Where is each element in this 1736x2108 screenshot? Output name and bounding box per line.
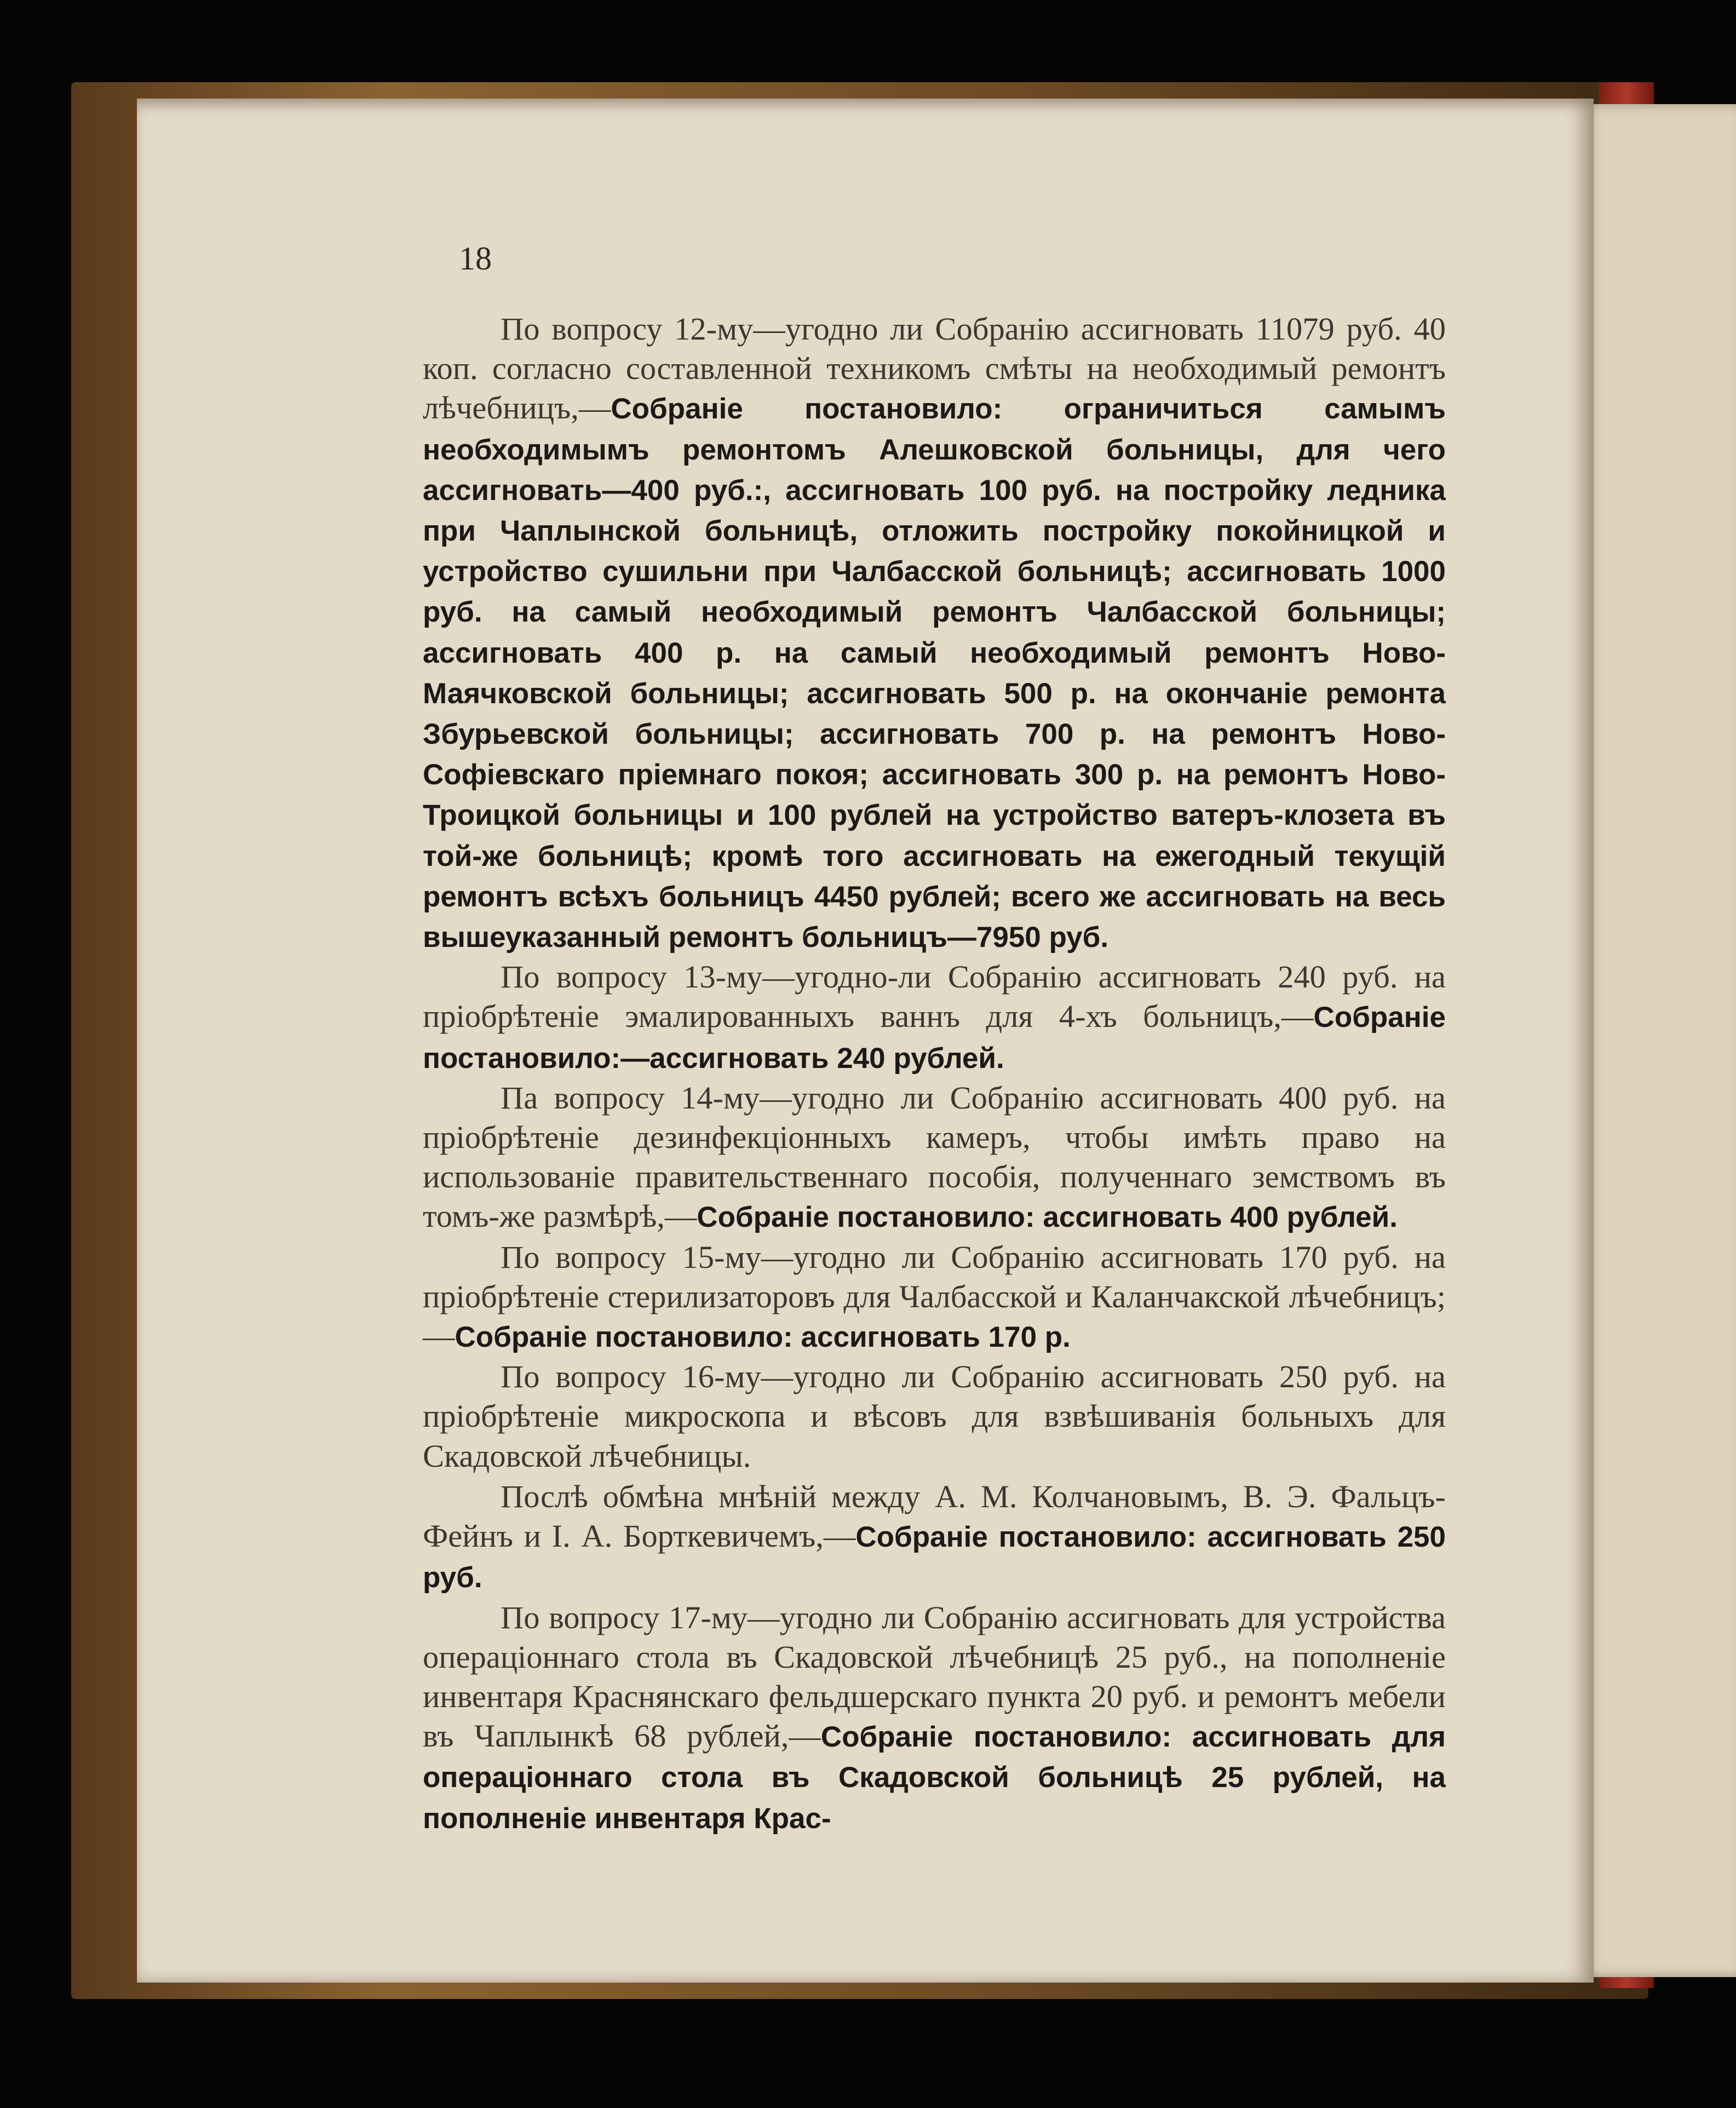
paragraph-question-15 — [423, 1238, 1446, 1358]
question-text: Послѣ обмѣна мнѣній между А. М. Колчановымъ, В. Э. Фальцъ-Фейнъ и I. А. Борткевичемъ,— — [423, 1478, 1446, 1554]
resolution-text: Собраніе постановило: ассигновать 400 рублей. — [697, 1201, 1398, 1234]
resolution-text: Собраніе постановило: ассигновать 250 руб. — [423, 1521, 1446, 1594]
resolution-text: Собраніе постановило: ассигновать для операціоннаго стола въ Скадовской больницѣ 25 рублей, на пополненіе инвентаря Крас- — [423, 1721, 1446, 1835]
question-text: По вопросу 17-му—угодно ли Собранію ассигновать для устройства операціоннаго стола въ Скадовской лѣчебницѣ 25 руб., на пополненіе инвентаря Краснянскаго фельдшерскаго пункта 20 руб. и ремонтъ мебели въ Чаплынкѣ 68 рублей,— — [423, 1599, 1446, 1754]
resolution-text: Собраніе постановило: ограничиться самымъ необходимымъ ремонтомъ Алешковской больницы, для чего ассигновать—400 руб.:, ассигновать 100 руб. на постройку ледника при Чаплынской больницѣ, отложить постройку покойницкой и устройство сушильни при Чалбасской больницѣ; ассигновать 1000 руб. на самый необходимый ремонтъ Чалбасской больницы; ассигновать 400 р. на самый необходимый ремонтъ Ново-Маячковской больницы; ассигновать 500 р. на окончаніе ремонта Збурьевской больницы; ассигновать 700 р. на ремонтъ Ново-Софіевскаго пріемнаго покоя; ассигновать 300 р. на ремонтъ Ново-Троицкой больницы и 100 рублей на устройство ватеръ-клозета въ той-же больницѣ; кромѣ того ассигновать на ежегодный текущій ремонтъ всѣхъ больницъ 4450 рублей; всего же ассигновать на весь вышеуказанный ремонтъ больницъ—7950 руб. — [423, 393, 1446, 954]
paragraph-question-14 — [423, 1078, 1446, 1238]
question-text: По вопросу 13-му—угодно-ли Собранію ассигновать 240 руб. на пріобрѣтеніе эмалированныхъ ваннъ для 4-хъ больницъ,— — [423, 959, 1446, 1035]
page-text — [423, 309, 1446, 1839]
paragraph-question-12 — [423, 309, 1446, 957]
paragraph-question-16 — [423, 1357, 1446, 1477]
facing-page-edge — [1583, 104, 1736, 1977]
question-text: По вопросу 15-му—угодно ли Собранію ассигновать 170 руб. на пріобрѣтеніе стерилизаторовъ для Чалбасской и Каланчакской лѣчебницъ;— — [423, 1239, 1446, 1354]
resolution-text: Собраніе постановило:—ассигновать 240 рублей. — [423, 1001, 1446, 1075]
question-text: Па вопросу 14-му—угодно ли Собранію ассигновать 400 руб. на пріобрѣтеніе дезинфекціонныхъ камеръ, чтобы имѣть право на использованіе правительственнаго пособія, полученнаго земствомъ въ томъ-же размѣрѣ,— — [423, 1079, 1446, 1234]
paragraph-discussion — [423, 1477, 1446, 1598]
question-text: По вопросу 16-му—угодно ли Собранію ассигновать 250 руб. на пріобрѣтеніе микроскопа и вѣсовъ для взвѣшиванія больныхъ для Скадовской лѣчебницы. — [423, 1359, 1446, 1474]
paragraph-question-13 — [423, 957, 1446, 1078]
paragraph-question-17 — [423, 1598, 1446, 1839]
question-text: По вопросу 12-му—угодно ли Собранію ассигновать 11079 руб. 40 коп. согласно составленной техникомъ смѣты на необходимый ремонтъ лѣчебницъ,— — [423, 311, 1446, 426]
page-number: 18 — [459, 240, 492, 277]
resolution-text: Собраніе постановило: ассигновать 170 р. — [455, 1321, 1071, 1354]
